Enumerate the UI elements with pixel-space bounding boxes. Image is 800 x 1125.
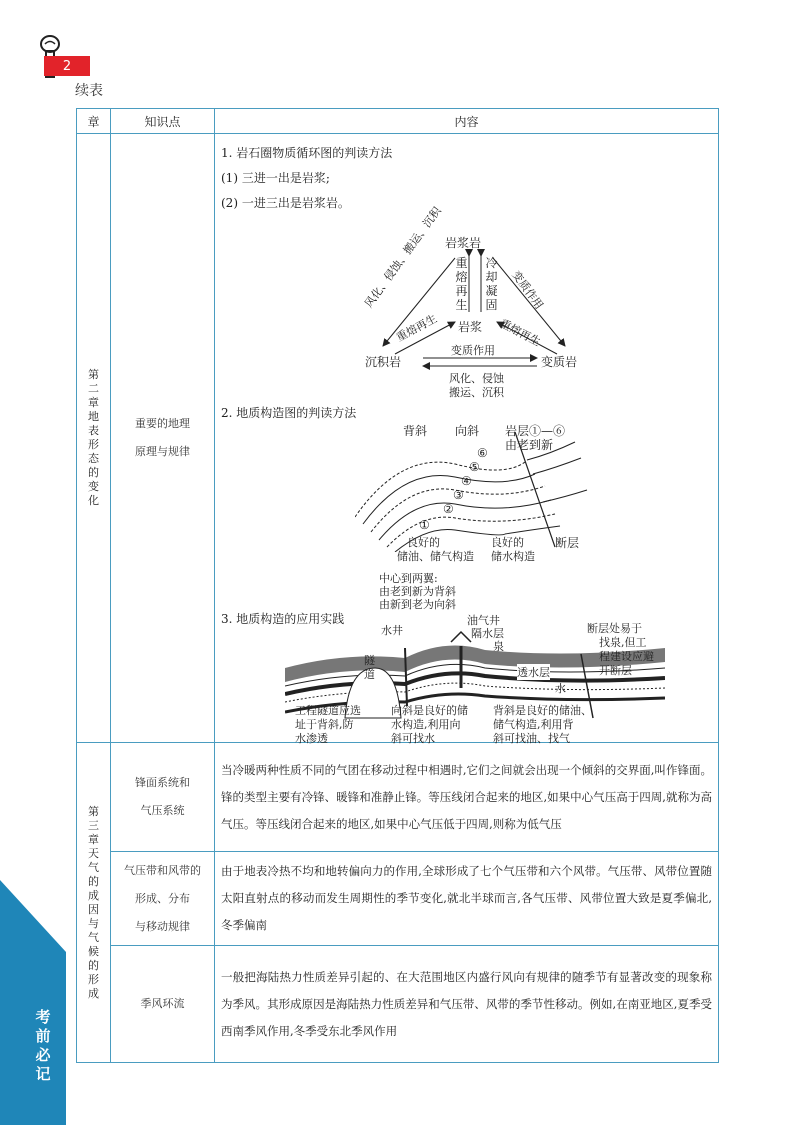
aquiclude-label: 隔水层	[471, 627, 504, 640]
oil-gas-well-label: 油气井	[467, 614, 500, 627]
knowledge-cell	[111, 946, 215, 1063]
geologic-structure-diagram	[355, 422, 595, 611]
water-structure-line-2: 储水构造	[491, 550, 535, 563]
section-3-title: 3. 地质构造的应用实践	[221, 612, 345, 626]
chapter-2-cell	[77, 134, 111, 743]
header-content: 内容	[215, 109, 719, 134]
knowledge-line: 季风环流	[140, 997, 185, 1010]
anticline-note-line-2: 储气构造,利用背	[493, 718, 574, 731]
magmatic-rock-label: 岩浆岩	[445, 236, 482, 250]
anticline-label: 背斜	[403, 424, 428, 438]
chapter-2-content	[215, 134, 719, 743]
layer-5: ⑤	[469, 460, 480, 474]
table-row	[77, 946, 719, 1063]
layer-1: ①	[419, 518, 430, 532]
tunnel-label: 隧道	[364, 654, 375, 681]
header-chapter: 章	[77, 109, 111, 134]
knowledge-line: 气压系统	[140, 804, 185, 817]
oil-structure-line-1: 良好的	[407, 536, 440, 549]
table-header-row	[77, 109, 719, 134]
chapter-3-cell	[77, 743, 111, 1063]
magma-label: 岩浆	[458, 320, 483, 334]
anticline-note-line-1: 背斜是良好的储油、	[493, 704, 592, 717]
side-tab-shape	[0, 880, 66, 1125]
fault-note-line-2: 找泉,但工	[599, 636, 647, 649]
page-number: 2	[44, 56, 90, 76]
section-1-line-2: (2) 一进三出是岩浆岩。	[221, 196, 350, 210]
strata-order-label: 岩层①—⑥	[505, 424, 566, 438]
fault-note-line-3: 程建设应避	[599, 650, 654, 663]
knowledge-line: 形成、分布	[135, 891, 190, 905]
content-text: 一般把海陆热力性质差异引起的、在大范围地区内盛行风向有规律的随季节有显著改变的现象称为季风。其形成原因是海陆热力性质差异和气压带、风带的季节性移动。例如,在南亚地区,夏季受西南季风作用,冬季受东北季风作用	[221, 969, 712, 1038]
knowledge-line: 气压带和风带的	[124, 863, 201, 877]
fault-note-line-4: 开断层	[599, 664, 632, 677]
rock-cycle-diagram	[362, 204, 585, 399]
anticline-note-line-3: 斜可找油、找气	[493, 732, 570, 745]
syncline-note-line-1: 向斜是良好的储	[391, 704, 468, 717]
knowledge-label: 重要的地理原理与规律	[135, 417, 190, 458]
weathering-line-2: 搬运、沉积	[449, 386, 504, 399]
center-to-wings-line-2: 由老到新为背斜	[379, 585, 456, 598]
chapter-2-title: 第二章 地表形态的变化	[88, 368, 99, 507]
layer-4: ④	[461, 474, 472, 488]
syncline-note-line-2: 水构造,利用向	[391, 718, 461, 731]
metamorphism-label: 变质作用	[451, 344, 495, 357]
tunnel-note-line-2: 址于背斜,防	[295, 718, 354, 731]
content-cell	[215, 852, 719, 946]
water-well-label: 水井	[381, 624, 403, 637]
content-cell	[215, 743, 719, 852]
tunnel-note-line-1: 工程隧道应选	[295, 704, 361, 717]
water-structure-line-1: 良好的	[491, 536, 524, 549]
metamorphic-rock-label: 变质岩	[541, 355, 578, 369]
section-1-title: 1. 岩石圈物质循环图的判读方法	[221, 146, 393, 160]
knowledge-cell	[111, 852, 215, 946]
chapter-3-title: 第三章 天气的成因与气候的形成	[88, 804, 99, 1000]
old-to-new-label: 由老到新	[505, 438, 554, 452]
content-text: 当冷暖两种性质不同的气团在移动过程中相遇时,它们之间就会出现一个倾斜的交界面,叫作锋面。锋的类型主要有冷锋、暖锋和准静止锋。等压线闭合起来的地区,如果中心气压高于四周,就称为高气压。等压线闭合起来的地区,如果中心气压低于四周,则称为低气压	[221, 762, 712, 831]
knowledge-line: 锋面系统和	[135, 776, 190, 789]
remelt-vertical-label: 重熔再生	[455, 256, 468, 312]
remelt-left-label: 重熔再生	[394, 312, 440, 345]
table-row	[77, 134, 719, 743]
side-tab-label: 考前必记	[35, 1008, 51, 1083]
tunnel-note-line-3: 水渗透	[295, 732, 328, 745]
weathering-diagonal-label: 风化、侵蚀、搬运、沉积	[362, 204, 444, 311]
water-label: 水	[555, 682, 566, 695]
knowledge-table	[76, 108, 719, 1063]
syncline-note-line-3: 斜可找水	[391, 732, 435, 745]
metamorphism-diagonal-label: 变质作用	[509, 268, 546, 312]
center-to-wings-line-3: 由新到老为向斜	[379, 598, 456, 611]
fault-note-line-1: 断层处易于	[587, 622, 642, 635]
sedimentary-rock-label: 沉积岩	[365, 355, 402, 369]
cool-solidify-label: 冷却凝固	[485, 256, 498, 312]
section-1-line-1: (1) 三进一出是岩浆;	[221, 171, 330, 185]
permeable-layer-label: 透水层	[517, 666, 550, 679]
fault-label: 断层	[555, 536, 580, 550]
header-knowledge: 知识点	[111, 109, 215, 134]
content-text: 由于地表冷热不均和地转偏向力的作用,全球形成了七个气压带和六个风带。气压带、风带位置随太阳直射点的移动而发生周期性的季节变化,就北半球而言,各气压带、风带位置大致是夏季偏北,冬季偏南	[221, 864, 712, 932]
knowledge-cell	[111, 743, 215, 852]
section-2-title: 2. 地质构造图的判读方法	[221, 406, 357, 420]
layer-2: ②	[443, 502, 454, 516]
weathering-line-1: 风化、侵蚀	[449, 372, 504, 385]
layer-6: ⑥	[477, 446, 488, 460]
remelt-right-label: 重熔再生	[497, 316, 543, 349]
content-cell	[215, 946, 719, 1063]
knowledge-line: 与移动规律	[135, 919, 190, 933]
oil-structure-line-2: 储油、储气构造	[397, 550, 474, 563]
syncline-label: 向斜	[455, 424, 480, 438]
layer-3: ③	[453, 488, 464, 502]
continued-label: 续表	[75, 83, 103, 99]
strata-curves	[355, 422, 595, 552]
spring-label: 泉	[493, 640, 504, 653]
center-to-wings-line-1: 中心到两翼:	[379, 572, 438, 585]
geology-application-diagram	[285, 614, 665, 745]
table-row	[77, 852, 719, 946]
chapter-2-knowledge	[111, 134, 215, 743]
table-row	[77, 743, 719, 852]
